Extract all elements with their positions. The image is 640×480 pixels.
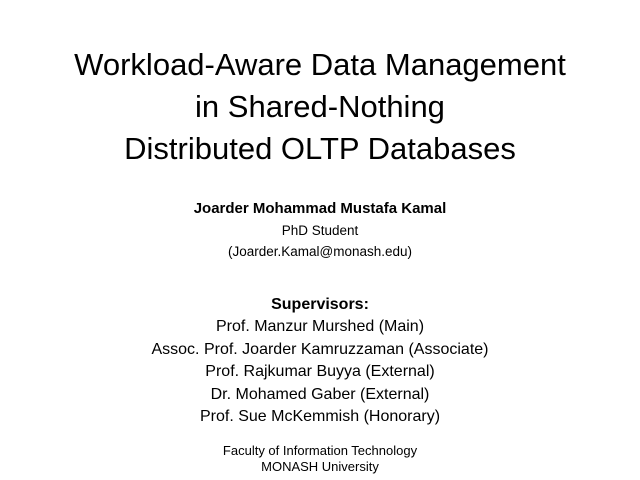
- author-role: PhD Student: [281, 223, 359, 238]
- university-name: MONASH University: [261, 459, 379, 474]
- author-block: [0, 198, 640, 262]
- affiliation-block: [0, 443, 640, 475]
- title-line-1: Workload-Aware Data Management: [74, 47, 566, 82]
- title-line-3: Distributed OLTP Databases: [124, 131, 516, 166]
- author-email: (Joarder.Kamal@monash.edu): [227, 244, 413, 259]
- supervisor-item: Assoc. Prof. Joarder Kamruzzaman (Associate): [151, 340, 489, 358]
- author-name: Joarder Mohammad Mustafa Kamal: [193, 200, 447, 217]
- supervisors-heading: Supervisors:: [271, 296, 369, 313]
- supervisor-item: Prof. Rajkumar Buyya (External): [205, 363, 435, 380]
- faculty-name: Faculty of Information Technology: [222, 443, 418, 458]
- supervisor-item: Dr. Mohamed Gaber (External): [210, 385, 430, 403]
- supervisors-block: [0, 294, 640, 429]
- supervisor-item: Prof. Sue McKemmish (Honorary): [199, 408, 441, 425]
- slide-title: [0, 44, 640, 170]
- title-line-2: in Shared-Nothing: [195, 89, 445, 124]
- supervisor-item: Prof. Manzur Murshed (Main): [215, 318, 425, 335]
